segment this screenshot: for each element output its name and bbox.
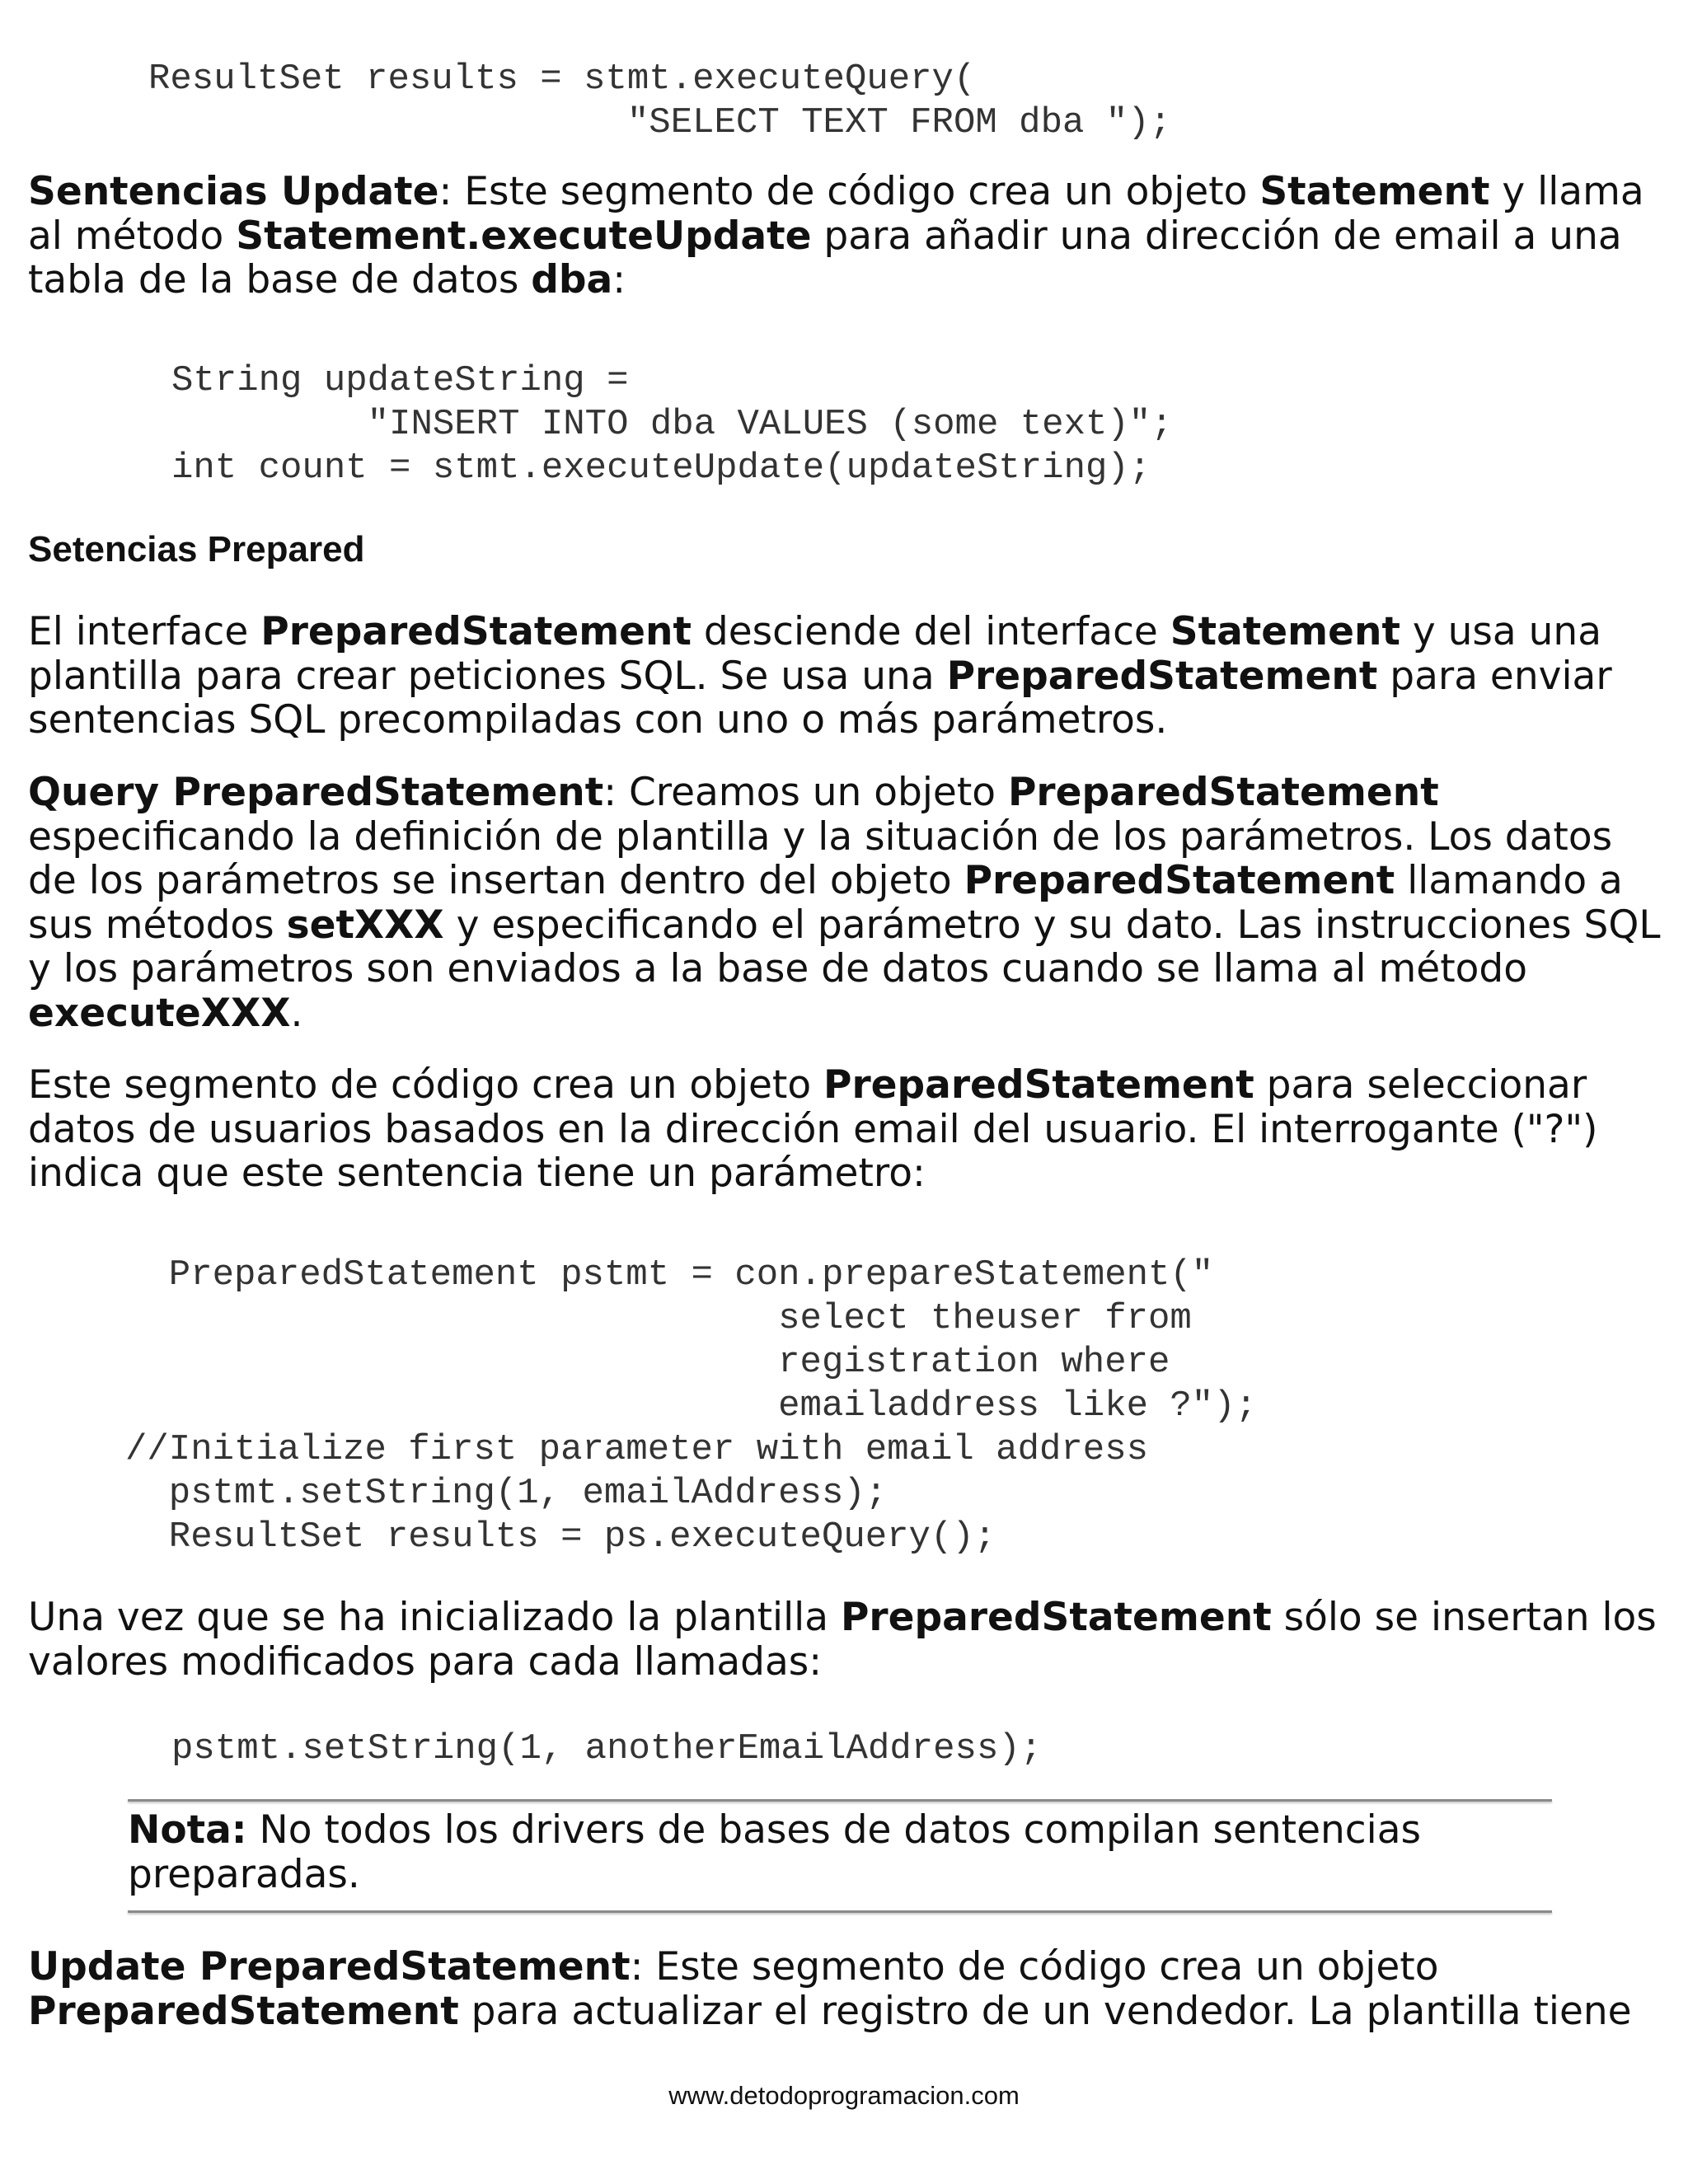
text-line: indica que este sentencia tiene un parámetro: bbox=[28, 1151, 926, 1196]
bold-term: PreparedStatement bbox=[964, 858, 1395, 903]
note-rule-top bbox=[128, 1799, 1552, 1802]
bold-term: Query PreparedStatement bbox=[28, 770, 604, 815]
footer-url: www.detodoprogramacion.com bbox=[668, 2081, 1020, 2110]
text-line: Este segmento de código crea un objeto PreparedStatement para seleccionar bbox=[28, 1062, 1587, 1108]
note-box bbox=[128, 1808, 1552, 1896]
text-line: al método Statement.executeUpdate para añadir una dirección de email a una bbox=[28, 213, 1622, 259]
bold-term: PreparedStatement bbox=[1007, 770, 1439, 815]
text-line: valores modificados para cada llamadas: bbox=[28, 1638, 823, 1685]
paragraph-query-prepared bbox=[28, 771, 1664, 1035]
paragraph-interface bbox=[28, 610, 1664, 743]
bold-term: Statement.executeUpdate bbox=[236, 213, 812, 259]
bold-term: PreparedStatement bbox=[840, 1595, 1272, 1640]
bold-term: PreparedStatement bbox=[823, 1062, 1254, 1108]
paragraph-sentencias-update bbox=[28, 170, 1664, 302]
code-block-result-query: ResultSet results = stmt.executeQuery( "SELECT TEXT FROM dba "); bbox=[148, 59, 1172, 143]
note-label: Nota: bbox=[128, 1807, 247, 1853]
bold-term: Statement bbox=[1259, 169, 1490, 214]
code-block-prepared-statement: PreparedStatement pstmt = con.prepareStatement(" select theuser from registration where emailaddress like ?"); //Initialize first parameter with email address pstmt.setString(1, emailAddress); ResultSet results = ps.executeQuery(); bbox=[125, 1254, 1258, 1558]
text-line: plantilla para crear peticiones SQL. Se usa una PreparedStatement para enviar bbox=[28, 653, 1612, 699]
bold-term: Statement bbox=[1170, 609, 1400, 654]
bold-term: setXXX bbox=[286, 902, 444, 948]
text-line: Nota: No todos los drivers de bases de datos compilan sentencias bbox=[128, 1807, 1421, 1853]
bold-term: PreparedStatement bbox=[946, 653, 1378, 699]
code-block-update-string: String updateString = "INSERT INTO dba VALUES (some text)"; int count = stmt.executeUpdate(updateString); bbox=[171, 360, 1173, 489]
paragraph-once-initialized bbox=[28, 1596, 1664, 1684]
bold-term: PreparedStatement bbox=[28, 1988, 459, 2034]
section-heading: Setencias Prepared bbox=[28, 529, 365, 569]
text-line: Query PreparedStatement: Creamos un objeto PreparedStatement bbox=[28, 770, 1439, 815]
text-line: datos de usuarios basados en la dirección email del usuario. El interrogante ("?") bbox=[28, 1106, 1598, 1152]
paragraph-segment bbox=[28, 1063, 1664, 1196]
text-line: El interface PreparedStatement desciende del interface Statement y usa una bbox=[28, 609, 1602, 654]
bold-term: PreparedStatement bbox=[260, 609, 692, 654]
text-line: preparadas. bbox=[128, 1851, 360, 1897]
text-line: Sentencias Update: Este segmento de código crea un objeto Statement y llama bbox=[28, 169, 1644, 214]
text-line: Update PreparedStatement: Este segmento de código crea un objeto bbox=[28, 1944, 1439, 1990]
text-line: sus métodos setXXX y especificando el parámetro y su dato. Las instrucciones SQL bbox=[28, 902, 1661, 948]
paragraph-update-prepared bbox=[28, 1945, 1664, 2033]
text-line: tabla de la base de datos dba: bbox=[28, 257, 626, 302]
bold-term: dba bbox=[531, 257, 613, 302]
text-line: PreparedStatement para actualizar el registro de un vendedor. La plantilla tiene bbox=[28, 1988, 1632, 2034]
text-line: Una vez que se ha inicializado la plantilla PreparedStatement sólo se insertan los bbox=[28, 1595, 1657, 1640]
bold-term: executeXXX bbox=[28, 990, 291, 1036]
code-block-another-email: pstmt.setString(1, anotherEmailAddress); bbox=[171, 1728, 1043, 1769]
bold-term: Sentencias Update bbox=[28, 169, 439, 214]
text-line: sentencias SQL precompiladas con uno o más parámetros. bbox=[28, 697, 1168, 743]
text-line: de los parámetros se insertan dentro del objeto PreparedStatement llamando a bbox=[28, 858, 1623, 903]
text-line: especificando la definición de plantilla y la situación de los parámetros. Los datos bbox=[28, 813, 1613, 860]
text-line: y los parámetros son enviados a la base de datos cuando se llama al método bbox=[28, 946, 1527, 991]
bold-term: Update PreparedStatement bbox=[28, 1944, 631, 1990]
note-rule-bottom bbox=[128, 1910, 1552, 1913]
text-line: executeXXX. bbox=[28, 990, 303, 1036]
